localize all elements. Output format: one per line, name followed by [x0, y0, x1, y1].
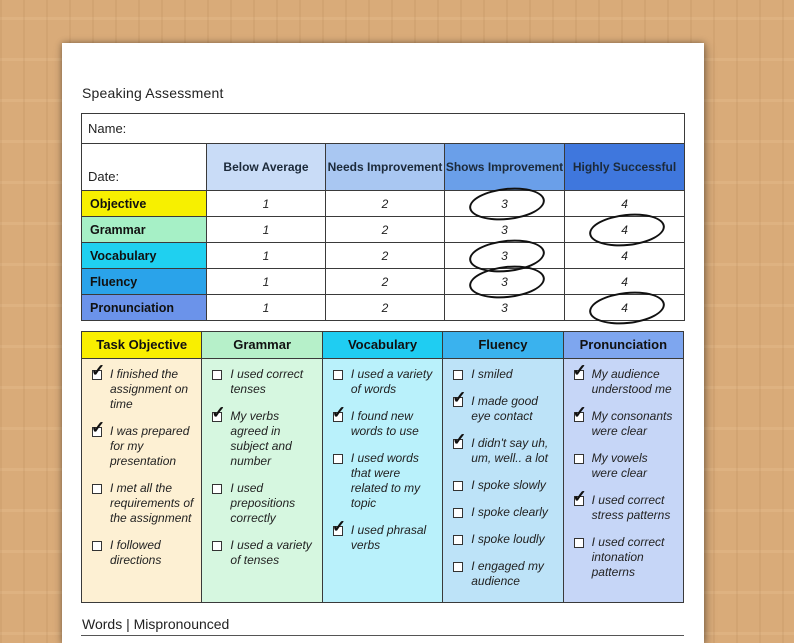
rubric-row: [82, 191, 685, 217]
score-cell[interactable]: [207, 191, 326, 217]
rubric-row-label: Vocabulary: [82, 243, 207, 269]
checkbox[interactable]: [331, 517, 347, 536]
checkbox[interactable]: [453, 535, 463, 545]
checklist-item-text: I smiled: [471, 367, 513, 381]
checkmark-icon: ✓: [572, 361, 587, 380]
rubric-header-3: Shows Improvement: [445, 144, 565, 191]
checklist-item: [212, 481, 313, 526]
checklist-column: [443, 332, 563, 602]
checklist-column-heading: Task Objective: [82, 332, 201, 359]
checkbox[interactable]: [91, 418, 106, 437]
score-cell[interactable]: [326, 217, 445, 243]
date-field[interactable]: Date:: [82, 144, 207, 191]
checklist-item-text: My verbs agreed in subject and number: [230, 409, 292, 468]
score-cell[interactable]: [565, 269, 685, 295]
checklist-item: [453, 559, 554, 589]
checklist-item-text: I used a variety of words: [350, 367, 433, 396]
checklist-item-text: I used a variety of tenses: [230, 538, 312, 567]
checklist-item: [453, 478, 554, 493]
score-cell[interactable]: [445, 243, 565, 269]
rubric-row-label: Objective: [82, 191, 207, 217]
checklist-item: [91, 361, 193, 412]
checklist-item: [212, 538, 313, 568]
checkbox[interactable]: [92, 484, 102, 494]
checklist-item: [212, 367, 313, 397]
checkbox[interactable]: [212, 370, 222, 380]
rubric-row: [82, 295, 685, 321]
checkbox[interactable]: [453, 562, 463, 572]
checkbox[interactable]: [453, 370, 463, 380]
score-cell[interactable]: [207, 243, 326, 269]
score-value: 3: [501, 222, 508, 237]
score-value: 1: [262, 196, 270, 211]
checkbox[interactable]: [452, 388, 467, 407]
checklist-item: [572, 361, 675, 397]
checklist-items: [202, 359, 321, 602]
checkbox[interactable]: [333, 370, 343, 380]
score-cell[interactable]: [445, 217, 565, 243]
rubric-header-4: Highly Successful: [565, 144, 685, 191]
checklist-grid: [81, 331, 684, 603]
checklist-items: [323, 359, 442, 602]
checkmark-icon: ✓: [572, 403, 587, 422]
checklist-column: [82, 332, 202, 602]
rubric-row: [82, 243, 685, 269]
score-cell[interactable]: [326, 295, 445, 321]
score-value: 1: [262, 274, 270, 289]
checkmark-icon: ✓: [331, 517, 347, 536]
checklist-item-text: I used correct stress patterns: [591, 493, 671, 522]
score-value: 2: [381, 222, 389, 237]
score-value: 4: [621, 222, 628, 237]
checklist-item-text: I used correct intonation patterns: [591, 535, 665, 579]
checklist-column-heading: Pronunciation: [564, 332, 683, 359]
checklist-item-text: I met all the requirements of the assignment: [110, 481, 194, 525]
checklist-column-heading: Vocabulary: [323, 332, 442, 359]
checkbox[interactable]: [212, 484, 222, 494]
checkmark-icon: ✓: [452, 430, 467, 449]
checklist-item-text: I spoke loudly: [471, 532, 545, 546]
checklist-item: [572, 403, 675, 439]
checkmark-icon: ✓: [211, 403, 226, 422]
checklist-item-text: I used correct tenses: [230, 367, 304, 396]
score-cell[interactable]: [565, 243, 685, 269]
rubric-row: [82, 217, 685, 243]
checklist-item: [452, 388, 554, 424]
score-value: 3: [501, 196, 508, 211]
checklist-item: [92, 538, 193, 568]
checkbox[interactable]: [572, 403, 587, 422]
checklist-item: [91, 418, 193, 469]
score-value: 2: [381, 248, 389, 263]
score-cell[interactable]: [207, 269, 326, 295]
checklist-item: [331, 403, 434, 439]
checklist-item-text: I used words that were related to my topic: [350, 451, 421, 510]
mispronounced-words-label: Words | Mispronounced: [82, 616, 230, 632]
checklist-item-text: I found new words to use: [350, 409, 419, 438]
checklist-item-text: I followed directions: [110, 538, 162, 567]
rubric-header-1: Below Average: [207, 144, 326, 191]
checkmark-icon: ✓: [91, 361, 106, 380]
score-cell[interactable]: [326, 243, 445, 269]
checklist-item: [331, 517, 434, 553]
score-cell[interactable]: [326, 191, 445, 217]
checkbox[interactable]: [212, 541, 222, 551]
rubric-row-label: Pronunciation: [82, 295, 207, 321]
checklist-column: [323, 332, 443, 602]
checklist-item-text: I spoke slowly: [471, 478, 546, 492]
checklist-item: [92, 481, 193, 526]
checklist-item: [453, 532, 554, 547]
checklist-item: [333, 367, 434, 397]
score-value: 4: [621, 248, 628, 263]
checkmark-icon: ✓: [452, 388, 467, 407]
score-value: 3: [501, 274, 508, 289]
score-value: 1: [262, 222, 270, 237]
score-cell[interactable]: [565, 295, 685, 321]
checkbox[interactable]: [333, 454, 343, 464]
checkbox[interactable]: [453, 481, 463, 491]
checklist-item: [333, 451, 434, 511]
checklist-item: [572, 487, 675, 523]
score-value: 4: [621, 196, 628, 211]
checkbox[interactable]: [211, 403, 226, 422]
checklist-item-text: I used prepositions correctly: [230, 481, 296, 525]
checklist-item: [452, 430, 554, 466]
checklist-item-text: I made good eye contact: [471, 394, 538, 423]
checklist-item-text: My consonants were clear: [591, 409, 673, 438]
checklist-item-text: I was prepared for my presentation: [110, 424, 190, 468]
checkmark-icon: ✓: [331, 403, 347, 422]
checkbox[interactable]: [574, 538, 584, 548]
checkmark-icon: ✓: [572, 487, 587, 506]
page-title: Speaking Assessment: [82, 85, 224, 101]
score-cell[interactable]: [326, 269, 445, 295]
checkbox[interactable]: [574, 454, 584, 464]
score-value: 2: [381, 300, 389, 315]
checklist-item: [574, 535, 675, 580]
score-cell[interactable]: [565, 191, 685, 217]
score-value: 4: [621, 300, 628, 315]
checklist-items: [564, 359, 683, 602]
checklist-item-text: I used phrasal verbs: [350, 523, 427, 552]
checklist-items: [82, 359, 201, 602]
score-value: 2: [381, 196, 389, 211]
checkmark-icon: ✓: [91, 418, 106, 437]
checkbox[interactable]: [92, 541, 102, 551]
rubric-header-2: Needs Improvement: [326, 144, 445, 191]
rubric-row-label: Fluency: [82, 269, 207, 295]
rubric-table: [81, 113, 685, 321]
score-value: 1: [262, 248, 270, 263]
rubric-row-label: Grammar: [82, 217, 207, 243]
checklist-item-text: My audience understood me: [591, 367, 672, 396]
score-value: 3: [501, 248, 508, 263]
checklist-column: [564, 332, 683, 602]
name-field[interactable]: Name:: [82, 114, 685, 144]
score-cell[interactable]: [207, 217, 326, 243]
checklist-item-text: I engaged my audience: [471, 559, 544, 588]
score-cell[interactable]: [445, 269, 565, 295]
footer-divider: [81, 635, 684, 636]
score-value: 2: [381, 274, 389, 289]
checklist-column-heading: Grammar: [202, 332, 321, 359]
checklist-items: [443, 359, 562, 602]
score-cell[interactable]: [445, 295, 565, 321]
checkbox[interactable]: [453, 508, 463, 518]
checklist-item-text: I finished the assignment on time: [110, 367, 189, 411]
checkbox[interactable]: [572, 487, 587, 506]
checklist-item-text: My vowels were clear: [591, 451, 648, 480]
score-value: 4: [621, 274, 628, 289]
checklist-column-heading: Fluency: [443, 332, 562, 359]
checkbox[interactable]: [91, 361, 106, 380]
checklist-item: [453, 367, 554, 382]
checklist-item-text: I didn't say uh, um, well.. a lot: [471, 436, 549, 465]
checkbox[interactable]: [572, 361, 587, 380]
checkbox[interactable]: [331, 403, 347, 422]
score-value: 3: [501, 300, 508, 315]
score-cell[interactable]: [445, 191, 565, 217]
score-cell[interactable]: [565, 217, 685, 243]
checklist-item: [211, 403, 313, 469]
assessment-sheet: [62, 43, 704, 643]
checkbox[interactable]: [452, 430, 467, 449]
rubric-row: [82, 269, 685, 295]
checklist-item-text: I spoke clearly: [471, 505, 548, 519]
checklist-item: [453, 505, 554, 520]
checklist-item: [574, 451, 675, 481]
score-value: 1: [262, 300, 270, 315]
checklist-column: [202, 332, 322, 602]
score-cell[interactable]: [207, 295, 326, 321]
